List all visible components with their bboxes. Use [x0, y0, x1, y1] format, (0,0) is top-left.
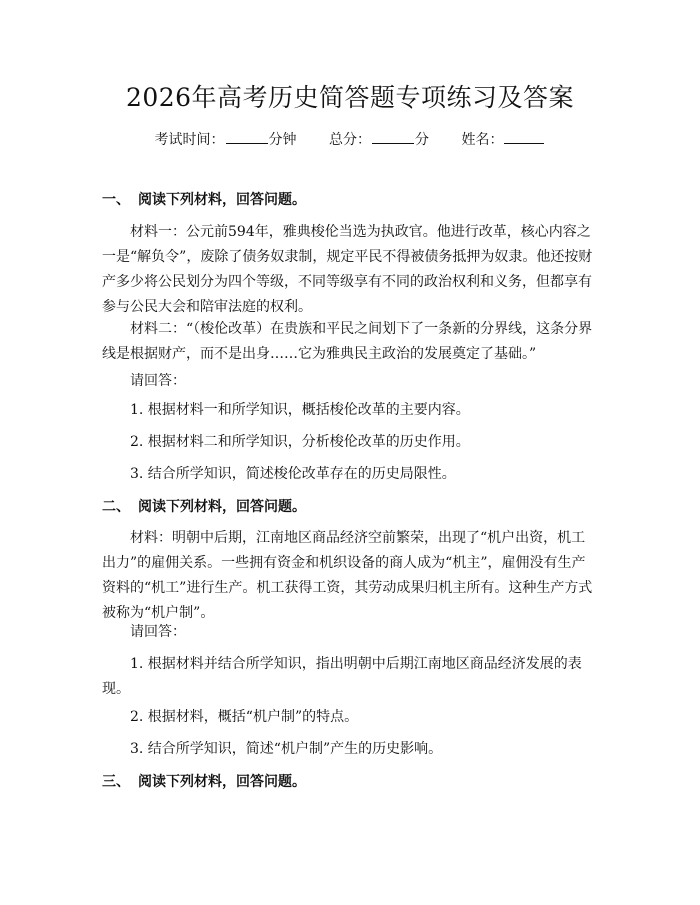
section-1-question-2: [102, 431, 598, 453]
section-heading-text: 阅读下列材料，回答问题。: [138, 774, 306, 790]
total-score-field: [329, 132, 429, 148]
section-number: 二、: [102, 499, 130, 515]
time-label: 考试时间：: [154, 132, 225, 148]
question-item: 1. 根据材料一和所学知识，概括梭伦改革的主要内容。: [130, 402, 470, 418]
prompt-text: 请回答：: [130, 624, 186, 640]
time-unit: 分钟: [268, 132, 297, 148]
exam-time-field: [155, 132, 297, 148]
prompt-text: 请回答：: [130, 373, 186, 389]
question-item: 2. 根据材料，概括“机户制”的特点。: [130, 709, 359, 725]
section-2-prompt: [102, 621, 598, 643]
material-paragraph: 材料：明朝中后期，江南地区商品经济空前繁荣，出现了“机户出资，机工出力”的雇佣关系。一些拥有资金和机织设备的商人成为“机主”，雇佣没有生产资料的“机工”进行生产。机工获得工资，其劳动成果归机主所有。这种生产方式被称为“机户制”。: [102, 530, 593, 621]
question-item: 3. 结合所学知识，简述“机户制”产生的历史影响。: [130, 741, 443, 757]
score-blank[interactable]: [372, 130, 414, 144]
section-3-heading: [102, 771, 598, 793]
section-1-material-2: [102, 317, 598, 367]
section-1-question-1: [102, 399, 598, 421]
section-1-heading: [102, 189, 598, 211]
section-1-prompt: [102, 370, 598, 392]
section-1-material-1: [102, 220, 598, 320]
section-2-question-1: [102, 652, 598, 702]
section-2-heading: [102, 496, 598, 518]
question-item: 1. 根据材料并结合所学知识，指出明朝中后期江南地区商品经济发展的表现。: [102, 656, 582, 697]
question-item: 2. 根据材料二和所学知识，分析梭伦改革的历史作用。: [130, 434, 470, 450]
time-blank[interactable]: [226, 130, 268, 144]
section-heading-text: 阅读下列材料，回答问题。: [138, 499, 306, 515]
section-heading-text: 阅读下列材料，回答问题。: [138, 192, 306, 208]
score-unit: 分: [415, 132, 429, 148]
section-number: 三、: [102, 774, 130, 790]
name-label: 姓名：: [461, 132, 504, 148]
section-number: 一、: [102, 192, 130, 208]
name-field: [461, 132, 545, 148]
section-1-question-3: [102, 463, 598, 485]
name-blank[interactable]: [504, 130, 544, 144]
score-label: 总分：: [329, 132, 371, 148]
material-paragraph: 材料二：“（梭伦改革）在贵族和平民之间划下了一条新的分界线，这条分界线是根据财产，而不是出身……它为雅典民主政治的发展奠定了基础。”: [102, 321, 593, 362]
section-2-question-3: [102, 738, 598, 760]
section-2-question-2: [102, 706, 598, 728]
material-paragraph: 材料一：公元前594年，雅典梭伦当选为执政官。他进行改革，核心内容之一是“解负令”，废除了债务奴隶制，规定平民不得被债务抵押为奴隶。他还按财产多少将公民划分为四个等级，不同等级享有不同的政治权利和义务，但都享有参与公民大会和陪审法庭的权利。: [102, 224, 593, 315]
question-item: 3. 结合所学知识，简述梭伦改革存在的历史局限性。: [130, 466, 456, 482]
exam-info-line: [0, 130, 700, 150]
section-2-material: [102, 526, 598, 626]
page-title: 2026年高考历史简答题专项练习及答案: [125, 83, 575, 112]
